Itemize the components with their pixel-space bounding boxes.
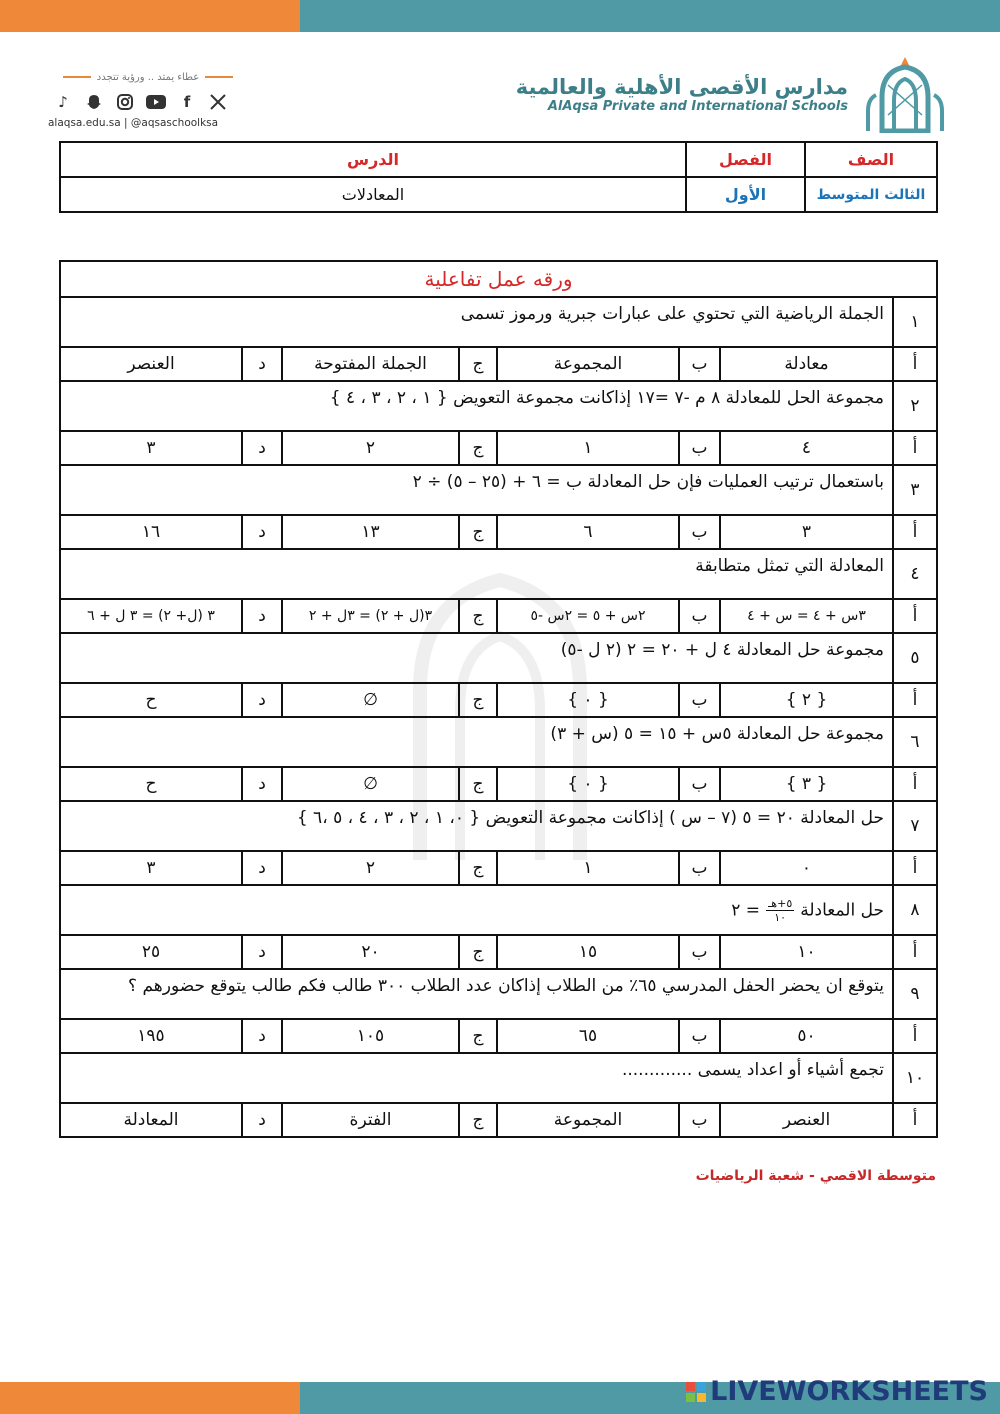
option-answer[interactable]: ٣ (ل+ ٢) = ٣ ل + ٦ [60,599,242,633]
option-letter: ب [679,683,720,717]
footer-note: متوسطة الاقصي - شعبة الرياضيات [695,1168,936,1184]
lesson-value: المعادلات [60,177,686,212]
school-logo-area [516,55,948,133]
option-letter: أ [893,599,937,633]
question-number: ٨ [893,885,937,935]
option-answer[interactable]: ٣س + ٤ = س + ٤ [720,599,893,633]
option-letter: ج [459,767,497,801]
option-answer[interactable]: { ٢ } [720,683,893,717]
question-row [60,885,937,935]
option-letter: أ [893,431,937,465]
option-letter: ب [679,851,720,885]
school-name-english: AlAqsa Private and International Schools [547,98,848,114]
option-answer[interactable]: العنصر [720,1103,893,1137]
school-name-arabic: مدارس الأقصى الأهلية والعالمية [515,74,848,99]
option-answer[interactable]: ٦ [497,515,679,549]
option-letter: ج [459,935,497,969]
option-letter: أ [893,347,937,381]
slogan: عطاء يمتد .. ورؤية تتجدد [48,72,248,83]
option-answer[interactable]: ٤ [720,431,893,465]
question-row [60,297,937,347]
option-letter: د [242,767,282,801]
equation-rhs: = ٢ [731,900,761,920]
options-row [60,347,937,381]
question-text [60,297,893,347]
question-text-main: مجموعة حل المعادلة ٤ ل + ٢٠ = ٢ (٢ ل -٥) [560,640,884,660]
option-answer[interactable]: ١٣ [282,515,459,549]
social-icons [52,91,248,113]
option-answer[interactable]: ٢٥ [60,935,242,969]
option-answer[interactable]: ١ [497,431,679,465]
question-number: ١ [893,297,937,347]
options-row [60,1103,937,1137]
liveworksheets-brand [686,1376,988,1407]
instagram-icon[interactable] [114,91,136,113]
option-answer[interactable]: الجملة المفتوحة [282,347,459,381]
option-answer[interactable]: ٣ [60,431,242,465]
school-name [516,75,848,114]
question-row [60,633,937,683]
options-row [60,515,937,549]
question-number: ٥ [893,633,937,683]
question-row [60,465,937,515]
option-answer[interactable]: المعادلة [60,1103,242,1137]
option-answer[interactable]: ٢ [282,851,459,885]
option-letter: ج [459,347,497,381]
option-letter: ب [679,767,720,801]
liveworksheets-text: LIVEWORKSHEETS [710,1376,988,1407]
option-letter: ج [459,515,497,549]
option-answer[interactable]: ١٦ [60,515,242,549]
option-answer[interactable]: ∅ [282,683,459,717]
option-letter: ب [679,599,720,633]
term-label: الفصل [686,142,805,177]
question-number: ٤ [893,549,937,599]
option-letter: ج [459,431,497,465]
option-answer[interactable]: { ٠ } [497,767,679,801]
option-letter: د [242,1103,282,1137]
question-text-main: تجمع أشياء أو اعداد يسمى ............. [621,1060,884,1080]
option-letter: ب [679,347,720,381]
option-letter: د [242,683,282,717]
question-text [60,633,893,683]
option-answer[interactable]: ٢٠ [282,935,459,969]
option-letter: ج [459,1103,497,1137]
youtube-icon[interactable] [145,91,167,113]
option-letter: ب [679,935,720,969]
option-answer[interactable]: ١٩٥ [60,1019,242,1053]
grade-value: الثالث المتوسط [805,177,937,212]
bottom-bar-orange [0,1382,300,1414]
option-answer[interactable]: ٠ [720,851,893,885]
option-letter: د [242,347,282,381]
option-answer[interactable]: { ٠ } [497,683,679,717]
option-answer[interactable]: ١٥ [497,935,679,969]
social-block [48,72,248,129]
x-icon[interactable] [207,91,229,113]
fraction-denominator: ١٠ [774,910,787,924]
top-bar-orange [0,0,300,32]
option-letter: ب [679,515,720,549]
option-letter: ج [459,851,497,885]
question-row [60,1053,937,1103]
question-number: ٧ [893,801,937,851]
question-text-main: الجملة الرياضية التي تحتوي على عبارات جبرية ورموز تسمى [460,304,884,324]
question-text-main: مجموعة حل المعادلة ٥س + ١٥ = ٥ (س + ٣) [550,724,884,744]
lesson-label: الدرس [60,142,686,177]
question-row [60,549,937,599]
option-letter: د [242,1019,282,1053]
question-row [60,969,937,1019]
option-letter: ج [459,683,497,717]
option-answer[interactable]: ٣ [60,851,242,885]
option-answer[interactable]: ٢س + ٥ = ٢س -٥ [497,599,679,633]
option-answer[interactable]: ١ [497,851,679,885]
question-text [60,381,893,431]
term-value: الأول [686,177,805,212]
question-text [60,885,893,935]
question-text [60,465,893,515]
option-answer[interactable]: ٣ [720,515,893,549]
option-answer[interactable]: { ٣ } [720,767,893,801]
option-letter: ب [679,1019,720,1053]
options-row [60,1019,937,1053]
worksheet-title: ورقه عمل تفاعلية [60,261,937,297]
option-answer[interactable]: الفترة [282,1103,459,1137]
option-letter: د [242,431,282,465]
fraction-numerator: ٥+هـ [768,896,793,910]
option-letter: أ [893,1019,937,1053]
option-letter: ب [679,431,720,465]
option-letter: د [242,599,282,633]
liveworksheets-logo-icon [686,1382,706,1402]
question-text [60,969,893,1019]
option-letter: د [242,851,282,885]
school-logo-icon [862,55,948,133]
question-text-main: حل المعادلة ٢٠ = ٥ (٧ – س ) إذاكانت مجموعة التعويض { ٠، ١ ، ٢ ، ٣ ، ٤ ، ٥ ،٦ } [296,808,884,828]
question-text-main: حل المعادلة [800,900,884,920]
top-bar-teal [300,0,1000,32]
question-number: ١٠ [893,1053,937,1103]
option-answer[interactable]: ١٠٥ [282,1019,459,1053]
option-answer[interactable]: معادلة [720,347,893,381]
worksheet-table [59,260,938,1138]
option-letter: أ [893,515,937,549]
top-color-bar [0,0,1000,32]
tiktok-icon[interactable]: ♪ [58,93,68,111]
question-number: ٢ [893,381,937,431]
question-row [60,717,937,767]
lesson-info-table [59,141,938,213]
option-letter: د [242,935,282,969]
question-row [60,801,937,851]
option-letter: ج [459,599,497,633]
option-answer[interactable]: ٢ [282,431,459,465]
option-letter: أ [893,767,937,801]
question-text [60,801,893,851]
question-number: ٦ [893,717,937,767]
question-text-main: باستعمال ترتيب العمليات فإن حل المعادلة ب = ٦ + (٢٥ – ٥) ÷ ٢ [412,472,884,492]
question-text-main: يتوقع ان يحضر الحفل المدرسي ٦٥٪ من الطلاب إذاكان عدد الطلاب ٣٠٠ طالب فكم طالب يتوقع حضورهم ؟ [128,976,884,996]
option-letter: أ [893,935,937,969]
option-answer[interactable]: المجموعة [497,1103,679,1137]
social-handles: alaqsa.edu.sa | @aqsaschoolksa [48,117,219,129]
option-letter: أ [893,851,937,885]
option-answer[interactable]: المجموعة [497,347,679,381]
option-answer[interactable]: العنصر [60,347,242,381]
question-row [60,381,937,431]
options-row [60,599,937,633]
snapchat-icon[interactable] [83,91,105,113]
question-text-main: المعادلة التي تمثل متطابقة [695,556,884,576]
options-row [60,767,937,801]
option-answer[interactable]: ح [60,767,242,801]
question-text [60,549,893,599]
option-answer[interactable]: ٣(ل + ٢) = ٣ل + ٢ [282,599,459,633]
options-row [60,431,937,465]
option-answer[interactable]: ح [60,683,242,717]
options-row [60,851,937,885]
grade-label: الصف [805,142,937,177]
option-answer[interactable]: ∅ [282,767,459,801]
option-letter: د [242,515,282,549]
option-letter: ج [459,1019,497,1053]
options-row [60,683,937,717]
option-letter: ب [679,1103,720,1137]
option-answer[interactable]: ٦٥ [497,1019,679,1053]
question-fraction [766,897,794,924]
option-letter: أ [893,683,937,717]
facebook-icon[interactable]: f [183,93,191,111]
question-text-main: مجموعة الحل للمعادلة ٨ م -٧ =١٧ إذاكانت مجموعة التعويض { ١ ، ٢ ، ٣ ، ٤ } [329,388,884,408]
option-answer[interactable]: ١٠ [720,935,893,969]
question-text [60,1053,893,1103]
question-text [60,717,893,767]
question-number: ٩ [893,969,937,1019]
question-number: ٣ [893,465,937,515]
option-letter: أ [893,1103,937,1137]
option-answer[interactable]: ٥٠ [720,1019,893,1053]
options-row [60,935,937,969]
